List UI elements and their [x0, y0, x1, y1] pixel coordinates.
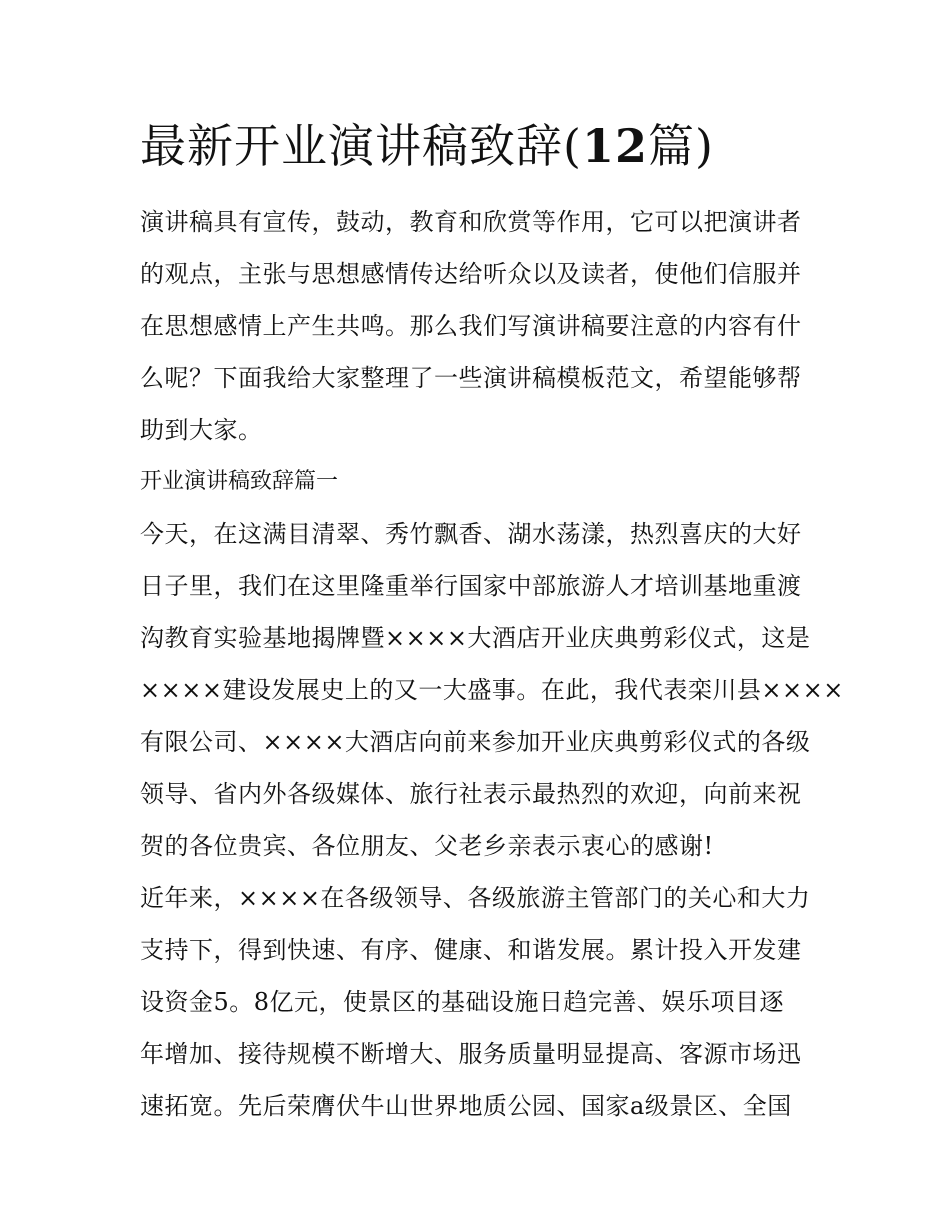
title-number: 12 — [581, 119, 648, 173]
text-line: 么呢？下面我给大家整理了一些演讲稿模板范文，希望能够帮 — [140, 364, 802, 392]
paragraph-1 — [140, 508, 844, 872]
section-heading: 开业演讲稿致辞篇一 — [140, 469, 339, 494]
text-line: 日子里，我们在这里隆重举行国家中部旅游人才培训基地重渡 — [140, 572, 802, 600]
text-line: 近年来，××××在各级领导、各级旅游主管部门的关心和大力 — [140, 884, 811, 912]
intro-paragraph — [140, 196, 812, 456]
text-line: 支持下，得到快速、有序、健康、和谐发展。累计投入开发建 — [140, 936, 802, 964]
paragraph-2 — [140, 872, 812, 1132]
text-line: ××××建设发展史上的又一大盛事。在此，我代表栾川县×××× — [140, 676, 844, 704]
page-title — [140, 110, 840, 182]
text-line: 设资金5。8亿元，使景区的基础设施日趋完善、娱乐项目逐 — [140, 988, 785, 1016]
text-line: 的观点，主张与思想感情传达给听众以及读者，使他们信服并 — [140, 260, 802, 288]
text-line: 沟教育实验基地揭牌暨××××大酒店开业庆典剪彩仪式，这是 — [140, 624, 811, 652]
document-body — [140, 196, 844, 1132]
title-suffix: 篇) — [647, 119, 714, 173]
text-line: 年增加、接待规模不断增大、服务质量明显提高、客源市场迅 — [140, 1040, 802, 1068]
text-line: 演讲稿具有宣传，鼓动，教育和欣赏等作用，它可以把演讲者 — [140, 208, 802, 236]
text-line: 今天，在这满目清翠、秀竹飘香、湖水荡漾，热烈喜庆的大好 — [140, 520, 802, 548]
text-line: 助到大家。 — [140, 416, 263, 444]
text-line: 领导、省内外各级媒体、旅行社表示最热烈的欢迎，向前来祝 — [140, 780, 802, 808]
text-line: 在思想感情上产生共鸣。那么我们写演讲稿要注意的内容有什 — [140, 312, 802, 340]
text-line: 有限公司、××××大酒店向前来参加开业庆典剪彩仪式的各级 — [140, 728, 811, 756]
text-line: 贺的各位贵宾、各位朋友、父老乡亲表示衷心的感谢! — [140, 832, 714, 860]
title-prefix: 最新开业演讲稿致辞( — [140, 119, 582, 173]
text-line: 速拓宽。先后荣膺伏牛山世界地质公园、国家a级景区、全国 — [140, 1092, 792, 1120]
